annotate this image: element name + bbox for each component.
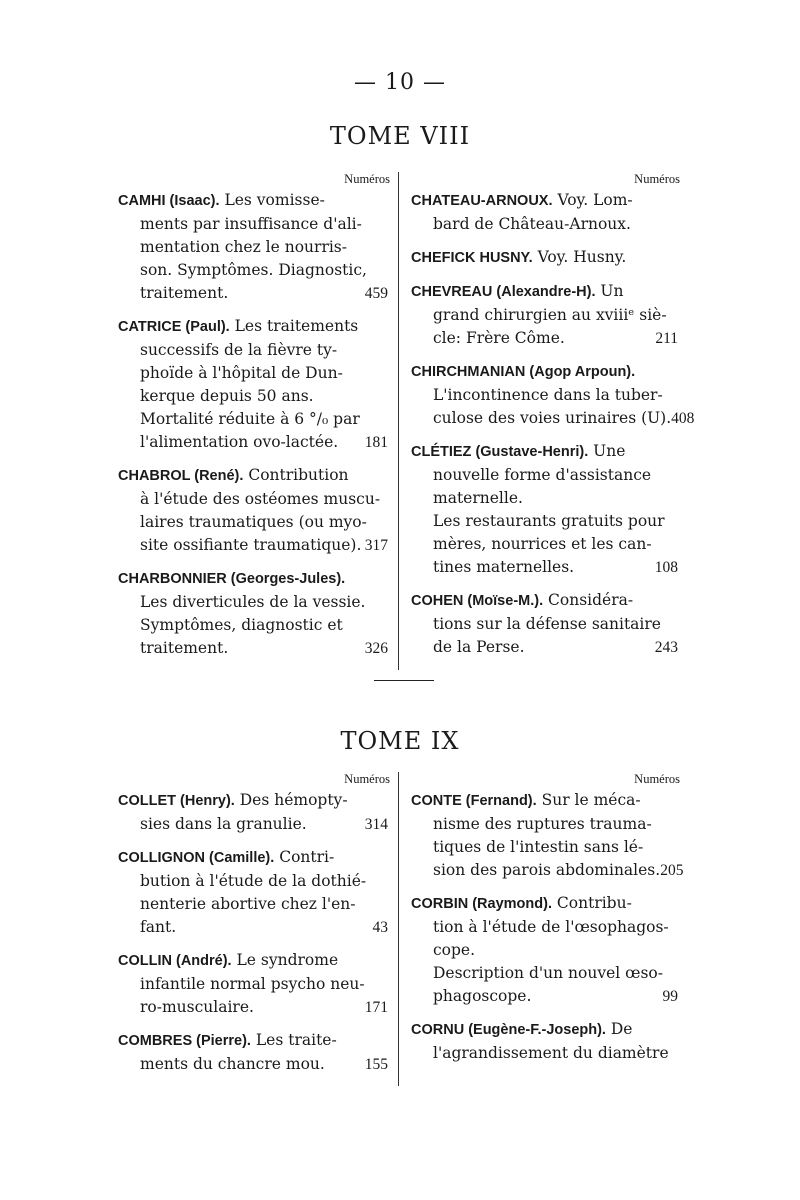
- index-column-left: [118, 772, 399, 1086]
- entry-line: nouvelle forme d'assistance: [433, 466, 652, 484]
- entry-text: Une: [588, 442, 626, 460]
- entry-text: Les traite-: [250, 1031, 337, 1049]
- entry-text: phagoscope.: [433, 987, 532, 1005]
- entry-number: 326: [364, 640, 388, 657]
- entry-line: cope.: [433, 941, 476, 959]
- entry-number: 408: [671, 410, 695, 427]
- entry-text: sies dans la granulie.: [140, 815, 307, 833]
- entry-text: fant.: [140, 918, 177, 936]
- entry-text: site ossifiante traumatique).: [140, 536, 362, 554]
- entry-author: CHATEAU-ARNOUX.: [411, 193, 553, 209]
- index-entry: [118, 949, 390, 1019]
- entry-number: 181: [364, 434, 388, 451]
- entry-line: [411, 789, 680, 813]
- page-number: — 10 —: [354, 70, 446, 95]
- entry-text: Sur le méca-: [536, 791, 641, 809]
- entry-author: COMBRES (Pierre).: [118, 1033, 251, 1049]
- entry-text: ro-musculaire.: [140, 998, 254, 1016]
- index-column-right: [399, 772, 684, 1086]
- entry-line: Description d'un nouvel œso-: [433, 964, 663, 982]
- index-entry: [411, 892, 680, 1008]
- entry-text: Un: [595, 282, 624, 300]
- entry-text: traitement.: [140, 284, 229, 302]
- entry-author: COHEN (Moïse-M.).: [411, 593, 544, 609]
- entry-author: CAMHI (Isaac).: [118, 193, 220, 209]
- index-entry: [118, 1029, 390, 1076]
- entry-text: Voy. Lom-: [552, 191, 633, 209]
- index-entry: [118, 315, 390, 454]
- entry-text: Des hémopty-: [234, 791, 348, 809]
- entry-line: grand chirurgien au xviiiᵉ siè-: [433, 306, 667, 324]
- index-entry: [411, 1018, 680, 1065]
- index-column-left: [118, 172, 399, 670]
- entry-line: nenterie abortive chez l'en-: [140, 895, 356, 913]
- entry-text: sion des parois abdominales.: [433, 861, 661, 879]
- entry-line: [411, 189, 680, 213]
- index-section: [118, 772, 683, 1086]
- entry-line: [411, 360, 680, 384]
- entry-last-line: [118, 996, 390, 1019]
- entry-line: nisme des ruptures trauma-: [433, 815, 652, 833]
- index-entry: [411, 189, 680, 236]
- entry-line: bution à l'étude de la dothié-: [140, 872, 367, 890]
- index-entry: [411, 589, 680, 659]
- entry-line: [118, 1029, 390, 1053]
- entry-text: Contribu-: [551, 894, 632, 912]
- entry-number: 205: [660, 862, 684, 879]
- entry-line: Mortalité réduite à 6 °/₀ par: [140, 410, 360, 428]
- entry-line: [411, 246, 680, 270]
- index-columns: [118, 772, 683, 1086]
- entry-line: mentation chez le nourris-: [140, 238, 348, 256]
- entry-number: 43: [372, 919, 388, 936]
- index-column-right: [399, 172, 695, 670]
- entry-line: [118, 315, 390, 339]
- entry-text: Contri-: [274, 848, 335, 866]
- index-entry: [118, 464, 390, 557]
- entry-number: 314: [364, 816, 388, 833]
- index-entry: [411, 280, 680, 350]
- entry-line: Les diverticules de la vessie.: [140, 593, 366, 611]
- entry-last-line: [118, 813, 390, 836]
- entry-line: [411, 589, 680, 613]
- entry-text: Considéra-: [543, 591, 634, 609]
- numeros-header: Numéros: [344, 772, 390, 786]
- entry-text: Contribution: [243, 466, 349, 484]
- entry-last-line: [118, 916, 390, 939]
- entry-author: CHARBONNIER (Georges-Jules).: [118, 571, 346, 587]
- entry-number: 171: [364, 999, 388, 1016]
- entry-line: mères, nourrices et les can-: [433, 535, 652, 553]
- entry-line: Les restaurants gratuits pour: [433, 512, 665, 530]
- entry-line: L'incontinence dans la tuber-: [433, 386, 663, 404]
- entry-line: [118, 949, 390, 973]
- index-entry: [411, 246, 680, 270]
- entry-line: [118, 464, 390, 488]
- entry-number: 317: [364, 537, 388, 554]
- entry-line: ments par insuffisance d'ali-: [140, 215, 362, 233]
- entry-line: maternelle.: [433, 489, 523, 507]
- entry-last-line: [118, 534, 390, 557]
- entry-author: CHEFICK HUSNY.: [411, 250, 533, 266]
- tome-title: TOME IX: [340, 727, 460, 755]
- index-entry: [411, 360, 695, 430]
- entry-text: tines maternelles.: [433, 558, 575, 576]
- entry-author: CORNU (Eugène-F.-Joseph).: [411, 1022, 606, 1038]
- entry-author: CHIRCHMANIAN (Agop Arpoun).: [411, 364, 636, 380]
- entry-text: cle: Frère Côme.: [433, 329, 565, 347]
- entry-line: bard de Château-Arnoux.: [433, 215, 631, 233]
- entry-line: [118, 789, 390, 813]
- entry-author: CHEVREAU (Alexandre-H).: [411, 284, 596, 300]
- entry-author: CHABROL (René).: [118, 468, 244, 484]
- index-entry: [411, 440, 680, 579]
- entry-text: ments du chancre mou.: [140, 1055, 325, 1073]
- index-section: [118, 172, 695, 670]
- entry-author: COLLIN (André).: [118, 953, 232, 969]
- entry-number: 108: [654, 559, 678, 576]
- entry-last-line: [411, 327, 680, 350]
- entry-line: [411, 892, 680, 916]
- entry-line: tions sur la défense sanitaire: [433, 615, 661, 633]
- entry-text: Les vomisse-: [219, 191, 325, 209]
- entry-text: Voy. Husny.: [532, 248, 627, 266]
- entry-line: à l'étude des ostéomes muscu-: [140, 490, 381, 508]
- index-entry: [118, 846, 390, 939]
- entry-text: l'alimentation ovo-lactée.: [140, 433, 339, 451]
- entry-number: 99: [662, 988, 678, 1005]
- entry-line: Symptômes, diagnostic et: [140, 616, 343, 634]
- entry-line: tion à l'étude de l'œsophagos-: [433, 918, 669, 936]
- numeros-header: Numéros: [634, 772, 680, 786]
- entry-line: [411, 440, 680, 464]
- entry-last-line: [118, 1053, 390, 1076]
- entry-line: [118, 567, 390, 591]
- entry-author: CLÉTIEZ (Gustave-Henri).: [411, 444, 589, 460]
- entry-last-line: [118, 637, 390, 660]
- entry-number: 243: [654, 639, 678, 656]
- entry-author: CATRICE (Paul).: [118, 319, 230, 335]
- entry-last-line: [411, 636, 680, 659]
- entry-number: 459: [364, 285, 388, 302]
- entry-author: COLLIGNON (Camille).: [118, 850, 275, 866]
- entry-text: Le syndrome: [231, 951, 339, 969]
- entry-author: CONTE (Fernand).: [411, 793, 537, 809]
- entry-line: son. Symptômes. Diagnostic,: [140, 261, 367, 279]
- entry-line: l'agrandissement du diamètre: [433, 1044, 669, 1062]
- entry-line: tiques de l'intestin sans lé-: [433, 838, 644, 856]
- entry-text: culose des voies urinaires (U).: [433, 409, 672, 427]
- entry-number: 211: [655, 330, 678, 347]
- numeros-header: Numéros: [634, 172, 680, 186]
- entry-line: [411, 1018, 680, 1042]
- entry-last-line: [118, 431, 390, 454]
- entry-line: [118, 846, 390, 870]
- index-entry: [118, 567, 390, 660]
- entry-text: traitement.: [140, 639, 229, 657]
- index-entry: [118, 789, 390, 836]
- entry-line: successifs de la fièvre ty-: [140, 341, 338, 359]
- entry-last-line: [411, 407, 695, 430]
- section-divider: [374, 680, 434, 681]
- entry-line: infantile normal psycho neu-: [140, 975, 365, 993]
- index-entry: [411, 789, 684, 882]
- entry-line: laires traumatiques (ou myo-: [140, 513, 367, 531]
- entry-last-line: [118, 282, 390, 305]
- entry-line: phoïde à l'hôpital de Dun-: [140, 364, 343, 382]
- index-columns: [118, 172, 695, 670]
- entry-last-line: [411, 859, 684, 882]
- entry-text: De: [605, 1020, 633, 1038]
- entry-author: CORBIN (Raymond).: [411, 896, 552, 912]
- entry-number: 155: [364, 1056, 388, 1073]
- index-entry: [118, 189, 390, 305]
- entry-author: COLLET (Henry).: [118, 793, 235, 809]
- entry-line: kerque depuis 50 ans.: [140, 387, 314, 405]
- entry-line: [118, 189, 390, 213]
- entry-last-line: [411, 556, 680, 579]
- entry-line: [411, 280, 680, 304]
- entry-last-line: [411, 985, 680, 1008]
- numeros-header: Numéros: [344, 172, 390, 186]
- entry-text: Les traitements: [229, 317, 359, 335]
- entry-text: de la Perse.: [433, 638, 525, 656]
- tome-title: TOME VIII: [329, 122, 471, 150]
